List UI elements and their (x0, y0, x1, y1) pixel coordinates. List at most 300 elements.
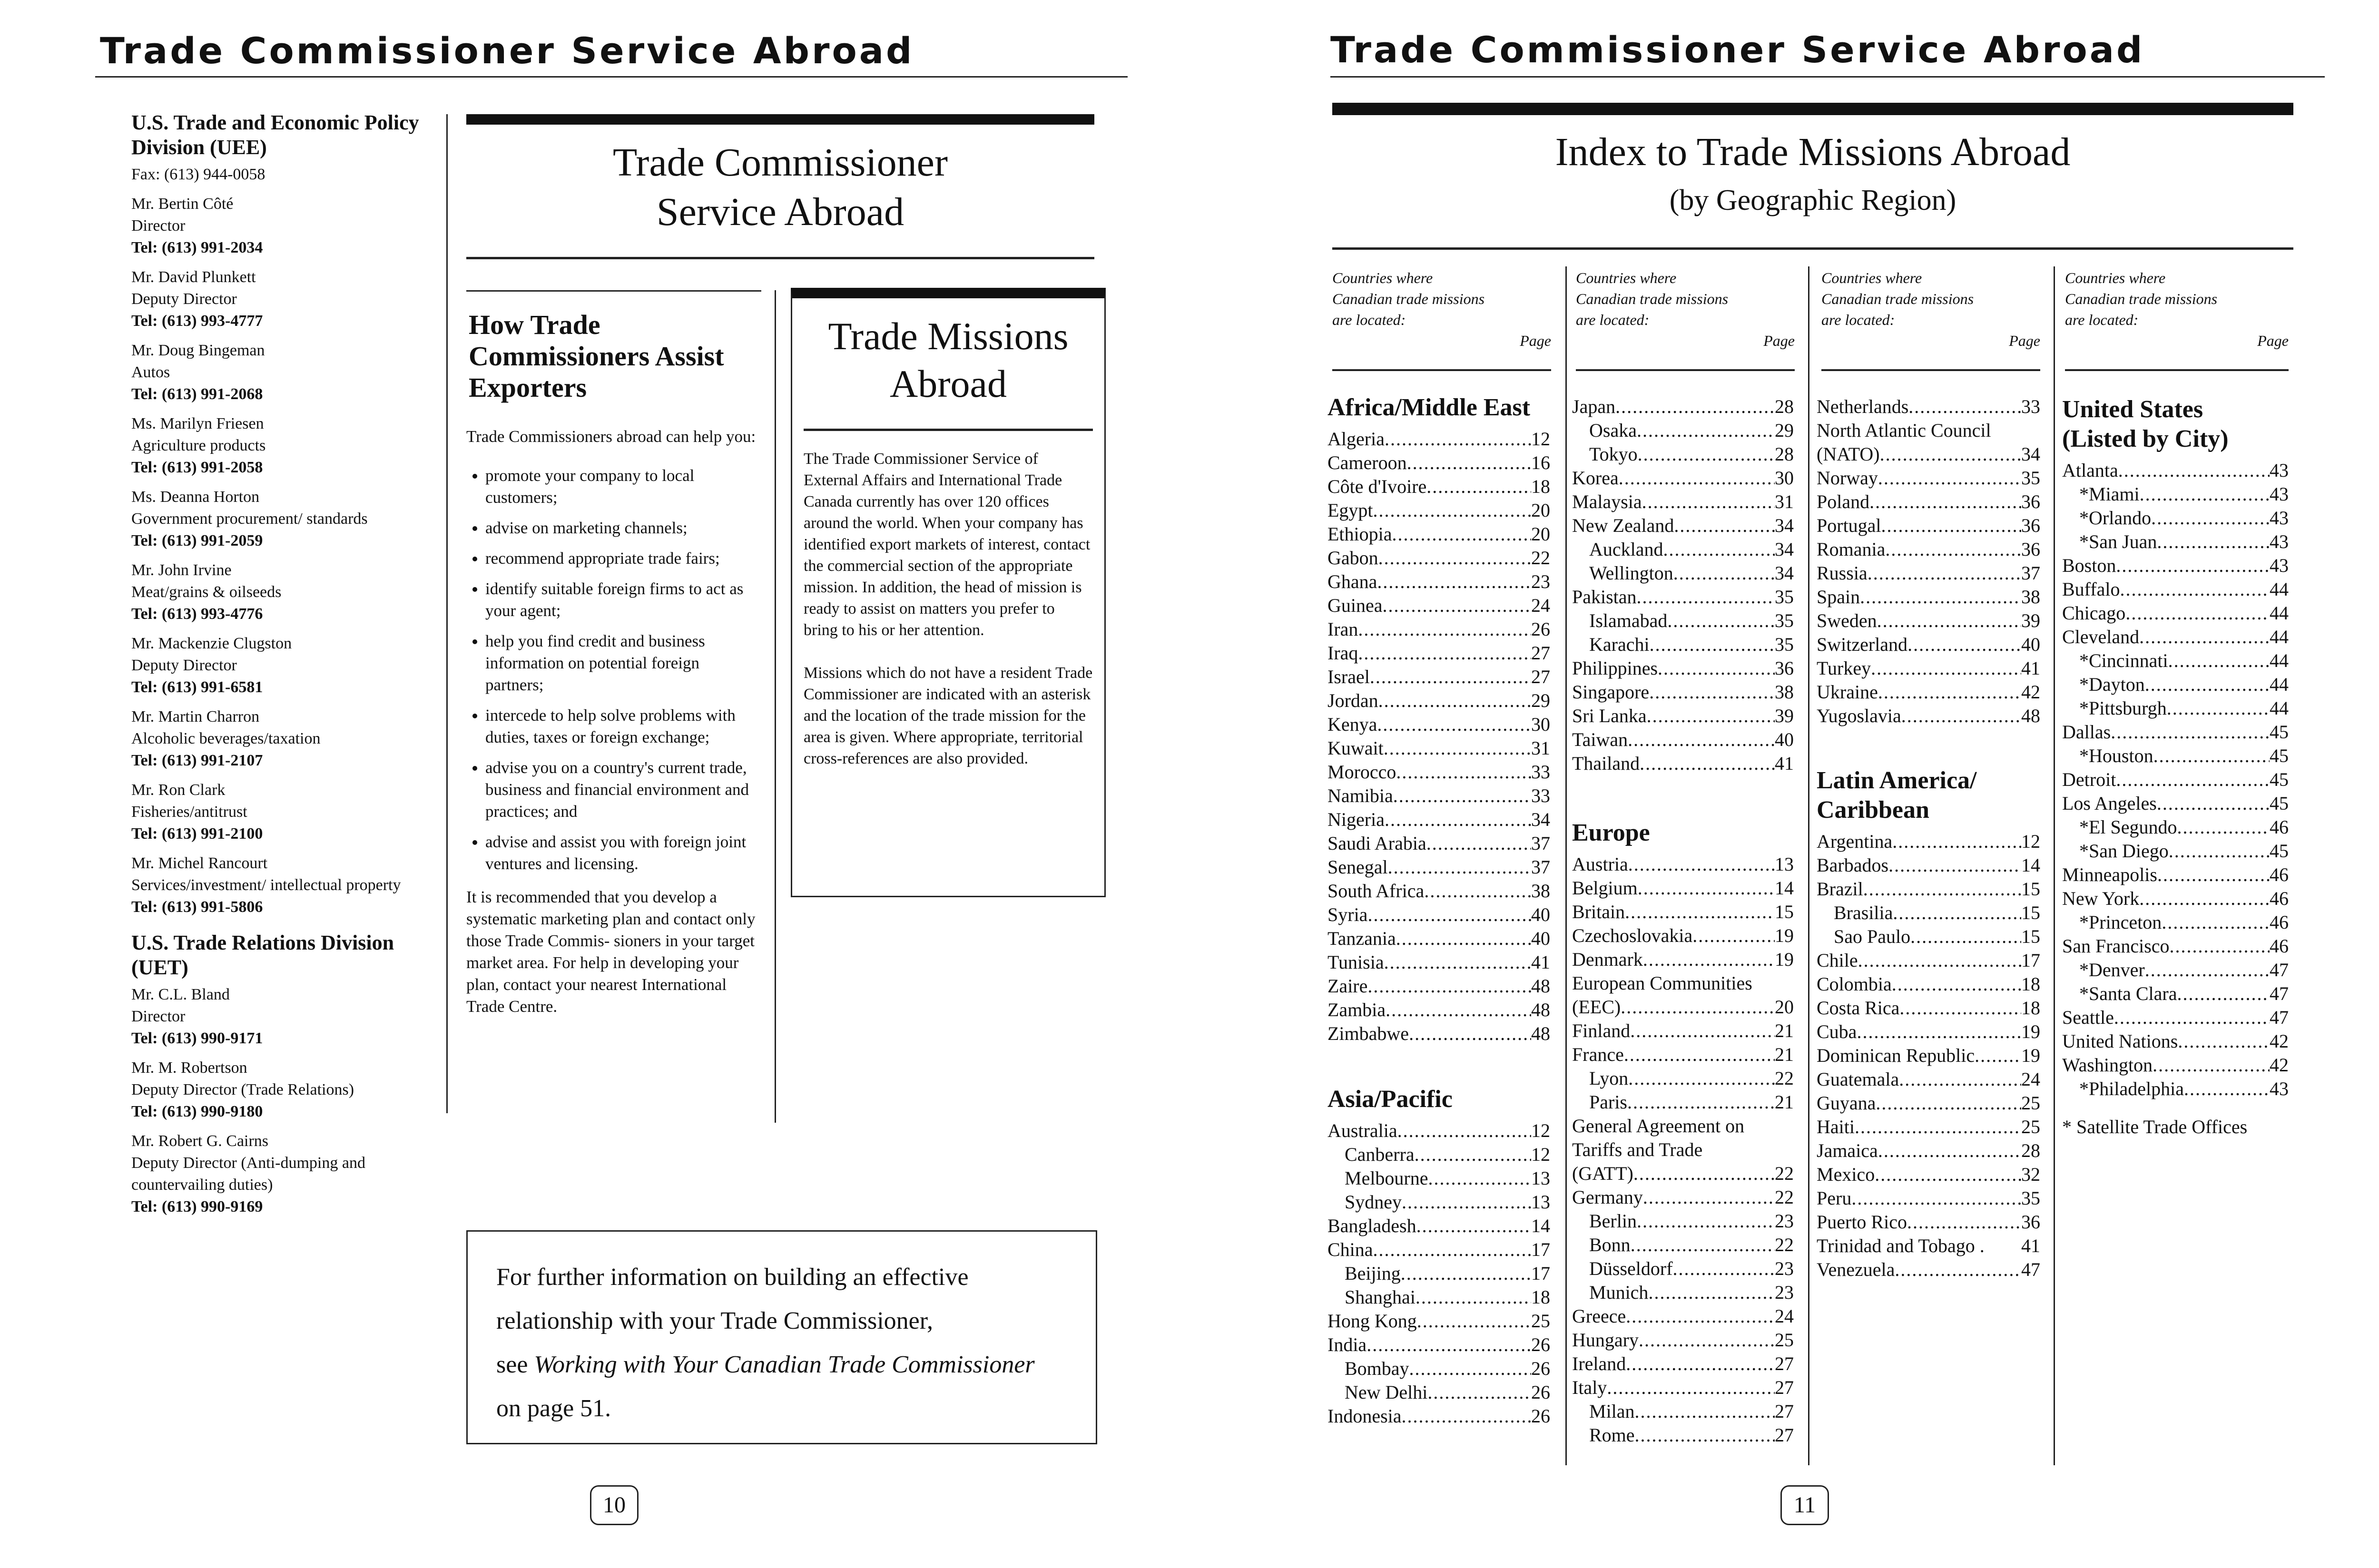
index-entry (1327, 713, 1550, 736)
index-entry-name: Belgium (1572, 877, 1638, 899)
index-leader-dots (1635, 1400, 1775, 1423)
index-leader-dots (1692, 924, 1775, 948)
index-entry-name: *El Segundo (2079, 816, 2177, 838)
index-entry (1327, 736, 1550, 760)
index-entry-name: Thailand (1572, 753, 1640, 774)
index-leader-dots (1877, 609, 2021, 633)
index-entry (1572, 995, 1794, 1019)
index-entry-name: Norway (1817, 467, 1878, 489)
index-entry-page: 23 (1531, 571, 1550, 592)
index-leader-dots (2139, 887, 2270, 911)
index-entry-page: 12 (1531, 1120, 1550, 1141)
index-entry-name: Italy (1572, 1377, 1607, 1398)
index-entry (1572, 900, 1794, 924)
index-entry (1817, 395, 2040, 419)
index-entry (1572, 1304, 1794, 1328)
index-leader-dots (1876, 1091, 2021, 1115)
index-entry (2062, 601, 2289, 625)
index-leader-dots (1649, 680, 1775, 704)
index-entry (1327, 1404, 1550, 1428)
contact-tel: Tel: (613) 990-9171 (131, 1029, 263, 1047)
index-leader-dots (1624, 1043, 1775, 1067)
how-bullet-item: • advise you on a country's current trade, business and financial environment and practices; and (485, 757, 761, 823)
index-entry (2062, 578, 2289, 601)
index-leader-dots (1674, 514, 1775, 538)
contact-tel: Tel: (613) 990-9180 (131, 1103, 263, 1120)
index-entry-page: 34 (1775, 539, 1794, 560)
index-entry-name: General Agreement on (1572, 1115, 1745, 1137)
contact-name: Mr. M. Robertson (131, 1059, 247, 1077)
index-entry (2062, 506, 2289, 530)
index-entry-name: Munich (1589, 1282, 1649, 1303)
index-leader-dots (1893, 901, 2021, 925)
index-entry-page: 35 (2021, 1187, 2040, 1209)
index-entry (1572, 948, 1794, 971)
index-entry-page: 23 (1775, 1282, 1794, 1303)
index-entry-name: Zaire (1327, 975, 1368, 997)
index-leader-dots (1635, 1423, 1775, 1447)
index-entry-page: 38 (2021, 586, 2040, 608)
index-entry-name: Peru (1817, 1187, 1852, 1209)
index-entry-page: 48 (2021, 705, 2040, 726)
index-entry (1572, 1114, 1794, 1138)
index-top-bar (1332, 103, 2293, 115)
index-leader-dots (2118, 459, 2270, 482)
index-leader-dots (1871, 657, 2021, 680)
index-leader-dots (1673, 1257, 1775, 1281)
index-entry (2062, 744, 2289, 768)
index-entry-page: 15 (2021, 926, 2040, 947)
index-leader-dots (1426, 832, 1531, 855)
index-leader-dots (2162, 911, 2270, 934)
index-entry-name: New Zealand (1572, 515, 1674, 536)
index-entry (2062, 792, 2289, 815)
index-entry-name: Karachi (1589, 634, 1650, 655)
index-leader-dots (1628, 728, 1775, 752)
left-header-rule (95, 76, 1128, 78)
index-entry-page: 20 (1531, 523, 1550, 545)
index-entry-page: 43 (2270, 507, 2289, 529)
index-leader-dots (1885, 538, 2021, 561)
index-entry (1572, 680, 1794, 704)
index-leader-dots (1384, 736, 1531, 760)
index-entry (1327, 903, 1550, 927)
index-leader-dots (1868, 561, 2021, 585)
further-info-box (466, 1230, 1097, 1444)
index-entry-page: 20 (1531, 500, 1550, 521)
index-entry-page: 24 (2021, 1068, 2040, 1090)
how-title: How Trade Commissioners Assist Exporters (469, 309, 724, 403)
left-page-number: 10 (590, 1485, 639, 1525)
index-entry-page: 24 (1775, 1305, 1794, 1327)
index-entry (1817, 657, 2040, 680)
index-entry (1327, 475, 1550, 499)
index-entry-name: Sydney (1345, 1191, 1402, 1213)
index-leader-dots (1367, 974, 1531, 998)
index-entry-name: Taiwan (1572, 729, 1628, 750)
index-entry (1327, 760, 1550, 784)
index-entry-page: 36 (2021, 1211, 2040, 1233)
index-entry-name: Buffalo (2062, 578, 2120, 600)
index-entry (2062, 1029, 2289, 1053)
index-entry-page: 13 (1775, 853, 1794, 875)
index-entry-page: 40 (1775, 729, 1794, 750)
index-divider-3 (2054, 266, 2055, 1465)
index-entry (1817, 1163, 2040, 1186)
index-entry-name: Austria (1572, 853, 1628, 875)
index-entry-page: 42 (2021, 681, 2040, 703)
index-entry (1817, 1020, 2040, 1044)
index-leader-dots (1881, 514, 2021, 538)
index-leader-dots (1402, 1190, 1531, 1214)
index-entry-name: United Nations (2062, 1030, 2178, 1052)
index-entry-page: 29 (1775, 420, 1794, 441)
contact-tel: Tel: (613) 991-2107 (131, 752, 263, 769)
contact-tel: Tel: (613) 990-9169 (131, 1198, 263, 1215)
index-entry (1817, 490, 2040, 514)
index-entry-page: 28 (2021, 1140, 2040, 1161)
index-entry (1572, 1352, 1794, 1376)
index-entry (1817, 1186, 2040, 1210)
index-entry-page: 38 (1775, 681, 1794, 703)
contact-tel: Tel: (613) 991-2034 (131, 239, 263, 256)
index-entry-name: Switzerland (1817, 634, 1908, 655)
index-entry-page: 41 (1775, 753, 1794, 774)
further-info-text: For further information on building an effective relationship with your Trade Commissioner, see Working with Your Canadian Trade Commissioner on page 51. (496, 1264, 1035, 1422)
contact-name: Mr. Mackenzie Clugston (131, 635, 292, 652)
contact-entry (131, 706, 436, 772)
index-leader-dots (1875, 1163, 2021, 1186)
index-entry-page: 36 (1775, 657, 1794, 679)
index-entry (1817, 1091, 2040, 1115)
index-col3 (1817, 395, 2040, 1282)
index-leader-dots (1407, 451, 1531, 475)
index-entry-page: 36 (2021, 491, 2040, 512)
contact-entry (131, 413, 436, 479)
index-entry-page: 25 (2021, 1092, 2040, 1114)
index-leader-dots (1892, 830, 2021, 853)
index-entry-name: Iran (1327, 618, 1358, 640)
uet-heading: U.S. Trade Relations Division (UET) (131, 931, 394, 979)
title-bottom-rule (466, 257, 1094, 259)
index-entry-page: 17 (1531, 1263, 1550, 1284)
index-entry (2062, 1053, 2289, 1077)
index-leader-dots (1892, 972, 2021, 996)
index-leader-dots (1409, 1022, 1531, 1046)
uee-fax: Fax: (613) 944-0058 (131, 166, 265, 183)
index-leader-dots (1393, 784, 1531, 808)
contact-name: Mr. David Plunkett (131, 268, 256, 286)
index-entry-name: Syria (1327, 904, 1368, 925)
index-entry-page: 46 (2270, 816, 2289, 838)
index-leader-dots (1358, 617, 1531, 641)
index-entry-name: Kenya (1327, 714, 1377, 735)
index-entry (1572, 728, 1794, 752)
contact-entry (131, 984, 436, 1049)
index-leader-dots (2114, 1006, 2270, 1029)
index-entry (1572, 633, 1794, 657)
index-entry-page: 34 (2021, 443, 2040, 465)
index-entry (1572, 1423, 1794, 1447)
index-entry (1327, 974, 1550, 998)
index-entry-name: Wellington (1589, 562, 1673, 584)
contact-entry (131, 486, 436, 552)
index-entry-name: Germany (1572, 1186, 1643, 1208)
index-entry (1817, 830, 2040, 853)
index-entry-name: Detroit (2062, 769, 2116, 790)
index-entry-page: 29 (1531, 690, 1550, 711)
index-entry-name: Osaka (1589, 420, 1637, 441)
contact-entry (131, 853, 436, 918)
index-entry-page: 33 (1531, 785, 1550, 806)
index-leader-dots (1637, 1209, 1775, 1233)
index-leader-dots (1860, 585, 2021, 609)
index-entry (1327, 951, 1550, 974)
index-entry (1327, 570, 1550, 594)
index-entry-name: Portugal (1817, 515, 1881, 536)
index-leader-dots (2168, 649, 2270, 673)
index-entry-page: 43 (2270, 531, 2289, 552)
how-intro: Trade Commissioners abroad can help you: (466, 427, 756, 446)
index-entry-name: Beijing (1345, 1263, 1401, 1284)
index-entry-page: 18 (1531, 1286, 1550, 1308)
index-entry-page: 28 (1775, 396, 1794, 417)
index-entry-page: 12 (2021, 831, 2040, 852)
africa-list (1327, 427, 1550, 1046)
index-entry (1572, 609, 1794, 633)
index-entry-name: Berlin (1589, 1210, 1637, 1232)
right-header-rule (1330, 76, 2325, 78)
index-entry (1817, 704, 2040, 728)
index-entry-page: 32 (2021, 1164, 2040, 1185)
contact-tel: Tel: (613) 991-2100 (131, 825, 263, 843)
index-entry-page: 38 (1531, 880, 1550, 902)
contact-tel: Tel: (613) 991-2058 (131, 459, 263, 476)
index-entry-name: Japan (1572, 396, 1616, 417)
index-leader-dots (1888, 853, 2021, 877)
index-entry-name: India (1327, 1334, 1367, 1355)
how-bullet-item: • promote your company to local customers; (485, 465, 761, 509)
index-entry-page: 35 (1775, 610, 1794, 631)
index-entry-page: 44 (2270, 697, 2289, 719)
index-entry-name: Tokyo (1589, 443, 1638, 465)
index-entry-name: Bangladesh (1327, 1215, 1416, 1236)
index-leader-dots (1416, 1285, 1531, 1309)
index-leader-dots (2177, 815, 2270, 839)
index-entry-name: Argentina (1817, 831, 1893, 852)
index-leader-dots (2169, 839, 2270, 863)
index-entry (1817, 419, 2040, 442)
index-entry-name: Milan (1589, 1401, 1635, 1422)
region-africa-middle-east: Africa/Middle East (1327, 394, 1531, 421)
contact-role: Deputy Director (131, 657, 237, 674)
index-leader-dots (2153, 744, 2270, 768)
index-entry (1572, 538, 1794, 561)
index-entry-name: Saudi Arabia (1327, 833, 1426, 854)
col1-header: Countries where Canadian trade missions are located: Page (1332, 269, 1551, 349)
index-entry-page: 21 (1775, 1091, 1794, 1113)
index-entry (1327, 499, 1550, 522)
index-entry-name: Algeria (1327, 428, 1385, 450)
index-entry (1817, 538, 2040, 561)
how-top-rule (466, 290, 761, 292)
index-entry (1817, 585, 2040, 609)
index-leader-dots (2151, 506, 2270, 530)
how-bullet-list (466, 465, 761, 875)
index-entry-name: Cameroon (1327, 452, 1407, 473)
index-leader-dots (1377, 713, 1531, 736)
index-entry-name: Dominican Republic (1817, 1045, 1975, 1066)
index-entry (1572, 1376, 1794, 1400)
contact-name: Ms. Marilyn Friesen (131, 415, 264, 432)
index-entry-page: 33 (2021, 396, 2040, 417)
index-leader-dots (1417, 1309, 1531, 1333)
index-entry (2062, 720, 2289, 744)
index-entry (2062, 673, 2289, 696)
index-entry (1327, 927, 1550, 951)
contact-name: Mr. Michel Rancourt (131, 854, 268, 872)
index-leader-dots (1402, 1404, 1531, 1428)
index-entry-page: 16 (1531, 452, 1550, 473)
index-entry (1327, 1357, 1550, 1381)
index-entry-page: 26 (1531, 1358, 1550, 1379)
index-entry-name: Greece (1572, 1305, 1626, 1327)
index-entry (1572, 704, 1794, 728)
index-entry-page: 15 (1775, 901, 1794, 922)
col2-header-rule (1576, 369, 1795, 371)
index-leader-dots (1383, 594, 1531, 617)
index-entry-page: 44 (2270, 674, 2289, 695)
index-entry-name: Netherlands (1817, 396, 1909, 417)
index-entry-name: New York (2062, 888, 2140, 909)
index-entry-page: 21 (1775, 1020, 1794, 1041)
uet-contact-list (131, 984, 436, 1218)
index-leader-dots (1628, 1067, 1775, 1090)
index-entry-page: 30 (1531, 714, 1550, 735)
index-leader-dots (1638, 876, 1775, 900)
europe-list (1572, 853, 1794, 1447)
index-entry-page: 27 (1775, 1377, 1794, 1398)
index-entry (1817, 1068, 2040, 1091)
index-entry-page: 47 (2270, 983, 2289, 1004)
index-entry-name: Boston (2062, 555, 2116, 576)
index-entry-page: 22 (1775, 1234, 1794, 1255)
index-entry-page: 23 (1775, 1210, 1794, 1232)
index-leader-dots (1366, 1333, 1531, 1357)
index-entry-name: Colombia (1817, 973, 1892, 995)
index-entry-name: Guatemala (1817, 1068, 1899, 1090)
index-leader-dots (1377, 570, 1531, 594)
index-leader-dots (1639, 1328, 1775, 1352)
index-entry-name: Bonn (1589, 1234, 1631, 1255)
index-entry-name: Gabon (1327, 547, 1378, 568)
index-entry-page: 45 (2270, 793, 2289, 814)
index-entry-name: Russia (1817, 562, 1868, 584)
index-entry (1572, 561, 1794, 585)
index-leader-dots (1647, 704, 1775, 728)
index-entry-page: 15 (2021, 878, 2040, 900)
index-entry (1817, 1139, 2040, 1163)
index-entry-name: Iraq (1327, 642, 1358, 664)
index-leader-dots (1388, 855, 1531, 879)
index-entry-page: 43 (2270, 483, 2289, 505)
index-entry (2062, 863, 2289, 887)
index-entry-name: Turkey (1817, 657, 1871, 679)
index-entry-name: Cleveland (2062, 626, 2140, 647)
index-entry (1817, 853, 2040, 877)
index-leader-dots (1899, 1068, 2021, 1091)
index-entry-name: San Francisco (2062, 935, 2170, 957)
index-entry-page: 47 (2270, 1007, 2289, 1028)
index-entry-page: 35 (1775, 586, 1794, 608)
index-entry (1817, 972, 2040, 996)
index-entry-name: Israel (1327, 666, 1370, 687)
index-entry-name: Seattle (2062, 1007, 2114, 1028)
index-entry-name: Haiti (1817, 1116, 1855, 1137)
missions-box (791, 288, 1106, 897)
contact-tel: Tel: (613) 991-2068 (131, 385, 263, 403)
contact-role: Fisheries/antitrust (131, 803, 247, 821)
index-entry-name: Namibia (1327, 785, 1393, 806)
index-entry-page: 40 (1531, 928, 1550, 949)
index-entry-page: 14 (1531, 1215, 1550, 1236)
index-entry-name: *Houston (2079, 745, 2153, 766)
index-divider-1 (1565, 266, 1567, 1465)
index-entry-page: 41 (1531, 951, 1550, 973)
col3-header-rule (1821, 369, 2040, 371)
index-entry-page: 45 (2270, 769, 2289, 790)
index-entry-name: Egypt (1327, 500, 1373, 521)
index-leader-dots (1378, 546, 1531, 570)
index-entry-name: Jamaica (1817, 1140, 1878, 1161)
index-leader-dots (1857, 1020, 2021, 1044)
index-entry (1327, 617, 1550, 641)
index-entry-name: Venezuela (1817, 1259, 1895, 1280)
index-entry-page: 40 (1531, 904, 1550, 925)
contacts-column (131, 110, 436, 1225)
contact-entry (131, 340, 436, 405)
index-entry-page: 39 (2021, 610, 2040, 631)
index-leader-dots (2116, 554, 2270, 578)
index-entry (1572, 1019, 1794, 1043)
index-entry (1817, 442, 2040, 466)
index-entry-page: 18 (2021, 997, 2040, 1019)
index-entry-name: Romania (1817, 539, 1886, 560)
index-entry-name: Guinea (1327, 595, 1383, 616)
how-bullet-item: • intercede to help solve problems with duties, taxes or foreign exchange; (485, 705, 761, 748)
index-entry-name: Minneapolis (2062, 864, 2157, 885)
index-entry-page: 47 (2021, 1259, 2040, 1280)
index-entry (2062, 1077, 2289, 1101)
index-entry (1327, 1166, 1550, 1190)
index-entry-name: Guyana (1817, 1092, 1876, 1114)
index-leader-dots (1637, 419, 1775, 442)
index-leader-dots (2145, 958, 2270, 982)
index-entry-page: 36 (2021, 539, 2040, 560)
index-leader-dots (1650, 633, 1775, 657)
index-entry (1572, 419, 1794, 442)
index-leader-dots (1358, 641, 1531, 665)
index-entry-page: 48 (1531, 975, 1550, 997)
index-entry-page: 17 (2021, 950, 2040, 971)
index-leader-dots (1975, 1044, 2021, 1068)
index-leader-dots (1385, 808, 1531, 832)
index-entry (1327, 1214, 1550, 1238)
index-entry-page: 27 (1775, 1353, 1794, 1374)
index-entry (1572, 1162, 1794, 1186)
index-leader-dots (1643, 1186, 1775, 1209)
index-entry-name: *Philadelphia (2079, 1078, 2184, 1099)
